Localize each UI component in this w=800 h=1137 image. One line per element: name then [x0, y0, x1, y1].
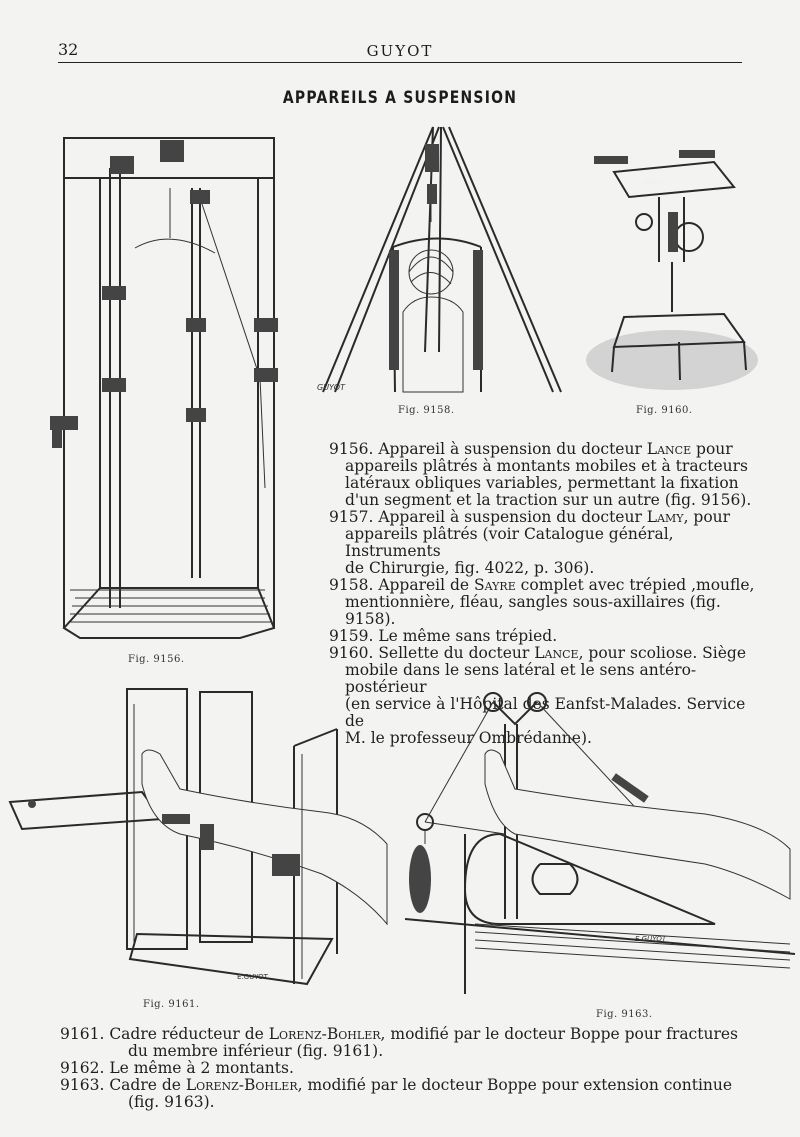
entry-number: 9157. [329, 508, 374, 526]
entry-number: 9163. [60, 1076, 105, 1094]
figure-9163-illustration [405, 684, 795, 999]
figure-9161-maker-mark: E.GUYOT [237, 973, 268, 981]
figure-9160-maker-mark: GUYOT [642, 179, 663, 186]
entry-9160: 9160. Sellette du docteur Lance, pour scoliose. Siège mobile dans le sens latéral et le sens antéro-postérieur (en service à l'Hôpital des Eanfst-Malades. Service de M. le professeur Ombrédanne). [329, 644, 747, 747]
entries-bottom [60, 1026, 780, 1111]
figure-9163-caption: Fig. 9163. [596, 1009, 653, 1020]
entry-number: 9159. [329, 627, 374, 645]
figure-9160-illustration [584, 142, 759, 397]
entry-number: 9160. [329, 644, 374, 662]
figure-9163-maker-mark: E.GUYOT [635, 935, 667, 943]
figure-9156-illustration [40, 128, 290, 648]
figure-9158-caption: Fig. 9158. [398, 405, 455, 416]
entry-number: 9156. [329, 440, 374, 458]
entry-9162: 9162. Le même à 2 montants. [60, 1059, 294, 1077]
entry-9163: 9163. Cadre de Lorenz-Bohler, modifié par le docteur Boppe pour extension continue (fig. 9163). [60, 1076, 733, 1111]
running-head: GUYOT [366, 42, 434, 60]
entry-9161: 9161. Cadre réducteur de Lorenz-Bohler, modifié par le docteur Boppe pour fractures du membre inférieur (fig. 9161). [60, 1025, 738, 1060]
entry-number: 9162. [60, 1059, 105, 1077]
figure-9156-caption: Fig. 9156. [128, 654, 185, 665]
header-rule [58, 62, 742, 63]
entry-9156: 9156. Appareil à suspension du docteur Lance pour appareils plâtrés à montants mobiles et à tracteurs latéraux obliques variables, permettant la fixation d'un segment et la traction sur un autre (fig. 9156). [329, 440, 752, 509]
entry-9158: 9158. Appareil de Sayre complet avec trépied ,moufle, mentionnière, fléau, sangles sous-axillaires (fig. 9158). [329, 576, 755, 628]
figure-9160-caption: Fig. 9160. [636, 405, 693, 416]
section-title: APPAREILS A SUSPENSION [282, 88, 518, 108]
entry-9159: 9159. Le même sans trépied. [329, 627, 558, 645]
figure-9158-illustration [313, 122, 563, 402]
figure-9161-caption: Fig. 9161. [143, 999, 200, 1010]
entry-number: 9158. [329, 576, 374, 594]
figure-9158-maker-mark: GUYOT [317, 383, 345, 392]
page-number: 32 [58, 40, 79, 59]
entry-9157: 9157. Appareil à suspension du docteur Lamy, pour appareils plâtrés (voir Catalogue général, Instruments de Chirurgie, fig. 4022, p. 306). [329, 508, 731, 577]
figure-9161-illustration [2, 684, 392, 996]
entry-number: 9161. [60, 1025, 105, 1043]
